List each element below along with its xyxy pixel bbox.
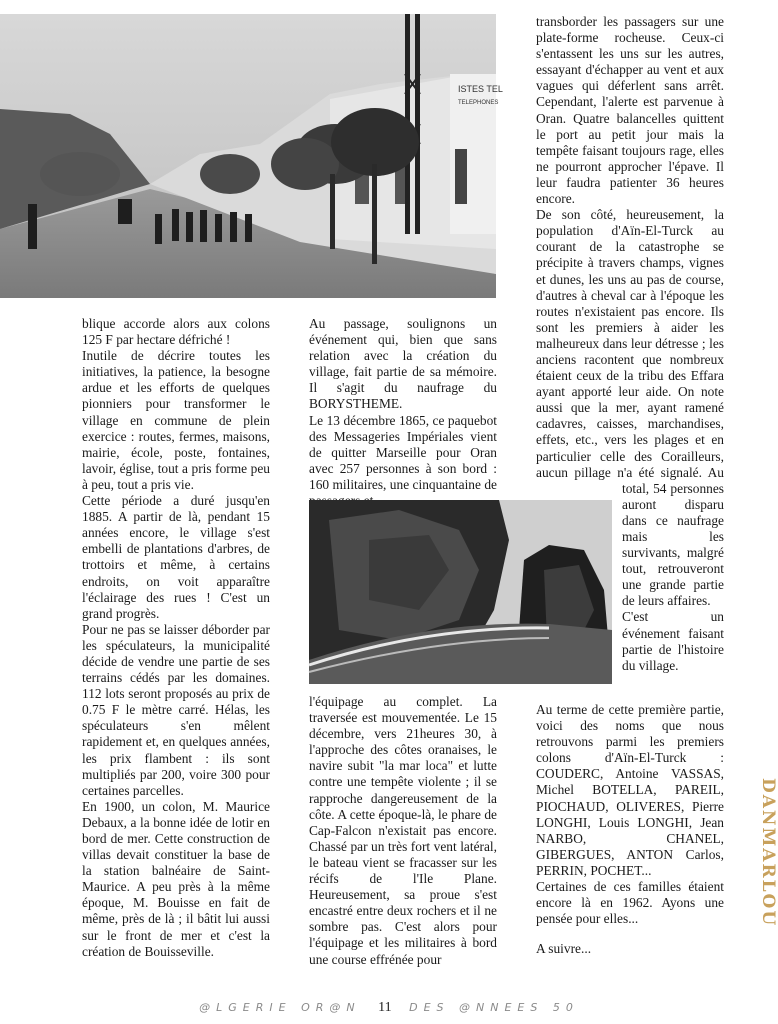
footer-right-text: DES @NNEES 50 [409,1001,579,1014]
paragraph: Le 13 décembre 1865, ce paquebot des Messageries Impériales vient de quitter Marseille pour Oran avec 257 personnes à son bord : 160 militaires, une cinquantaine de [309,412,497,492]
page-footer [0,1000,778,1018]
side-watermark: DANMARLOU [758,778,778,928]
left-column [82,316,270,960]
middle-column-top [309,316,497,509]
paragraph: Au terme de cette première partie, voici des noms que nous retrouvons parmi les premiers colons d'Aïn-El-Turck : COUDERC, Antoine VASSAS, Michel BOTELLA, PAREIL, PIOCHAUD, OLIVERES, Pierre LONGHI, Louis LONGHI, Jean NARBO, CHANEL, GIBERGUES, ANTON Carlos, PERRIN, POCHET... [536,702,724,878]
paragraph: Au passage, soulignons un événement qui, bien que sans relation avec la création du village, fait partie de sa mémoire. Il s'agit du naufrage du BORYSTHEME. [309,316,497,412]
paragraph: l'équipage au complet. La traversée est mouvementée. Le 15 décembre, vers 21heures 30, à l'approche des côtes oranaises, le navire subit "la mar loca" et lutte contre une tempête violente ; il se rapproche dangereusement de la côte. A cette époque-là, le phare de Cap-Falcon n'existait pas encore. Chassé par un très fort vent latéral, le bateau vient se fracasser sur les récifs de l'Ile Plane. Heureusement, sa proue s'est encastré entre deux rochers et il ne sombre pas. C'est alors pour l'équipage et les militaires à bord une course effrénée pour [309,694,497,967]
paragraph: En 1900, un colon, M. Maurice Debaux, a la bonne idée de lotir en bord de mer. Cette construction de villas devait constituer la base de la station balnéaire de Saint-Maurice. A peu près à la même époque, M. Bouisse en fait de même, près de là ; il bâtit lui aussi sur le front de mer et c'est la création de Bouisseville. [82,798,270,959]
street-photo [0,14,503,298]
middle-column-bottom [309,694,497,968]
paragraph: Inutile de décrire toutes les initiatives, la patience, la besogne ardue et les efforts de quelques pionniers pour transformer le village en commune de plein exercice : routes, fermes, maisons, mairie, école, poste, fontaines, lavoir, église, tout a pris forme peu à peu, tout a pris vie. [82,348,270,492]
footer-left-text: @LGERIE OR@N [199,1001,361,1014]
paragraph: blique accorde alors aux colons 125 F par hectare défriché ! [82,316,270,348]
paragraph: Pour ne pas se laisser déborder par les spéculateurs, la municipalité décide de vendre une partie de ses terrains cédés par les domaines. 112 lots seront proposés au prix de 0.75 F le mètre carré. Hélas, les spéculateurs s'en mêlent rapidement et, en quelques années, les prix flambent : ils sont multipliés par 200, voire 300 pour certaines parcelles. [82,621,270,798]
right-column-bottom [536,702,724,957]
paragraph: Certaines de ces familles étaient encore là en 1962. Ayons une pensée pour elles... [536,879,724,927]
paragraph: Cette période a duré jusqu'en 1885. A partir de là, pendant 15 années encore, le village s'est embelli de plantations d'arbres, de trottoirs et même, à certains endroits, on voit apparaître l'éclairage des rues ! C'est un grand progrès. [82,493,270,621]
right-column-top [536,14,724,674]
page-number: 11 [378,1000,392,1015]
svg-text:TELEPHONES: TELEPHONES [458,100,499,106]
paragraph: transborder les passagers sur une plate-forme rocheuse. Ceux-ci s'entassent les uns sur les autres, essayant d'échapper au vent et aux vagues qui déferlent sans arrêt. Cependant, l'alerte est parvenue à Oran. Quatre balancelles quittent le port au petit jour mais la tempête faisant toujours rage, elles ne pourront approcher l'épave. Il leur faudra patienter 36 heures encore. [536,14,724,207]
paragraph: C'est un événement faisant partie de l'histoire du village. [622,609,724,673]
paragraph: De son côté, heureusement, la population d'Aïn-El-Turck au courant de la catastrophe se précipite à travers champs, vignes et dunes, les uns au pas de course, d'autres à cheval car à l'époque les routes n'existaient pas encore. Ils sont les premiers à aider les malheureux dans leur détresse ; les anciens racontent que nombreux étaient ceux de la tribu des Effara ayant apporté leur aide. On note aussi que la mer, ayant ramené cadavres, caisses, marchandises, effets, etc., vers les plages et en particulier celle des Corailleurs, aucun pillage n'a été signalé. Au total, 54 personnes auront disparu dans ce naufrage mais les survivants, malgré tout, retrouveront une grande partie de leurs affaires. [536,207,724,609]
sign-text: ISTES TEL [458,84,503,94]
paragraph: A suivre... [536,941,592,957]
